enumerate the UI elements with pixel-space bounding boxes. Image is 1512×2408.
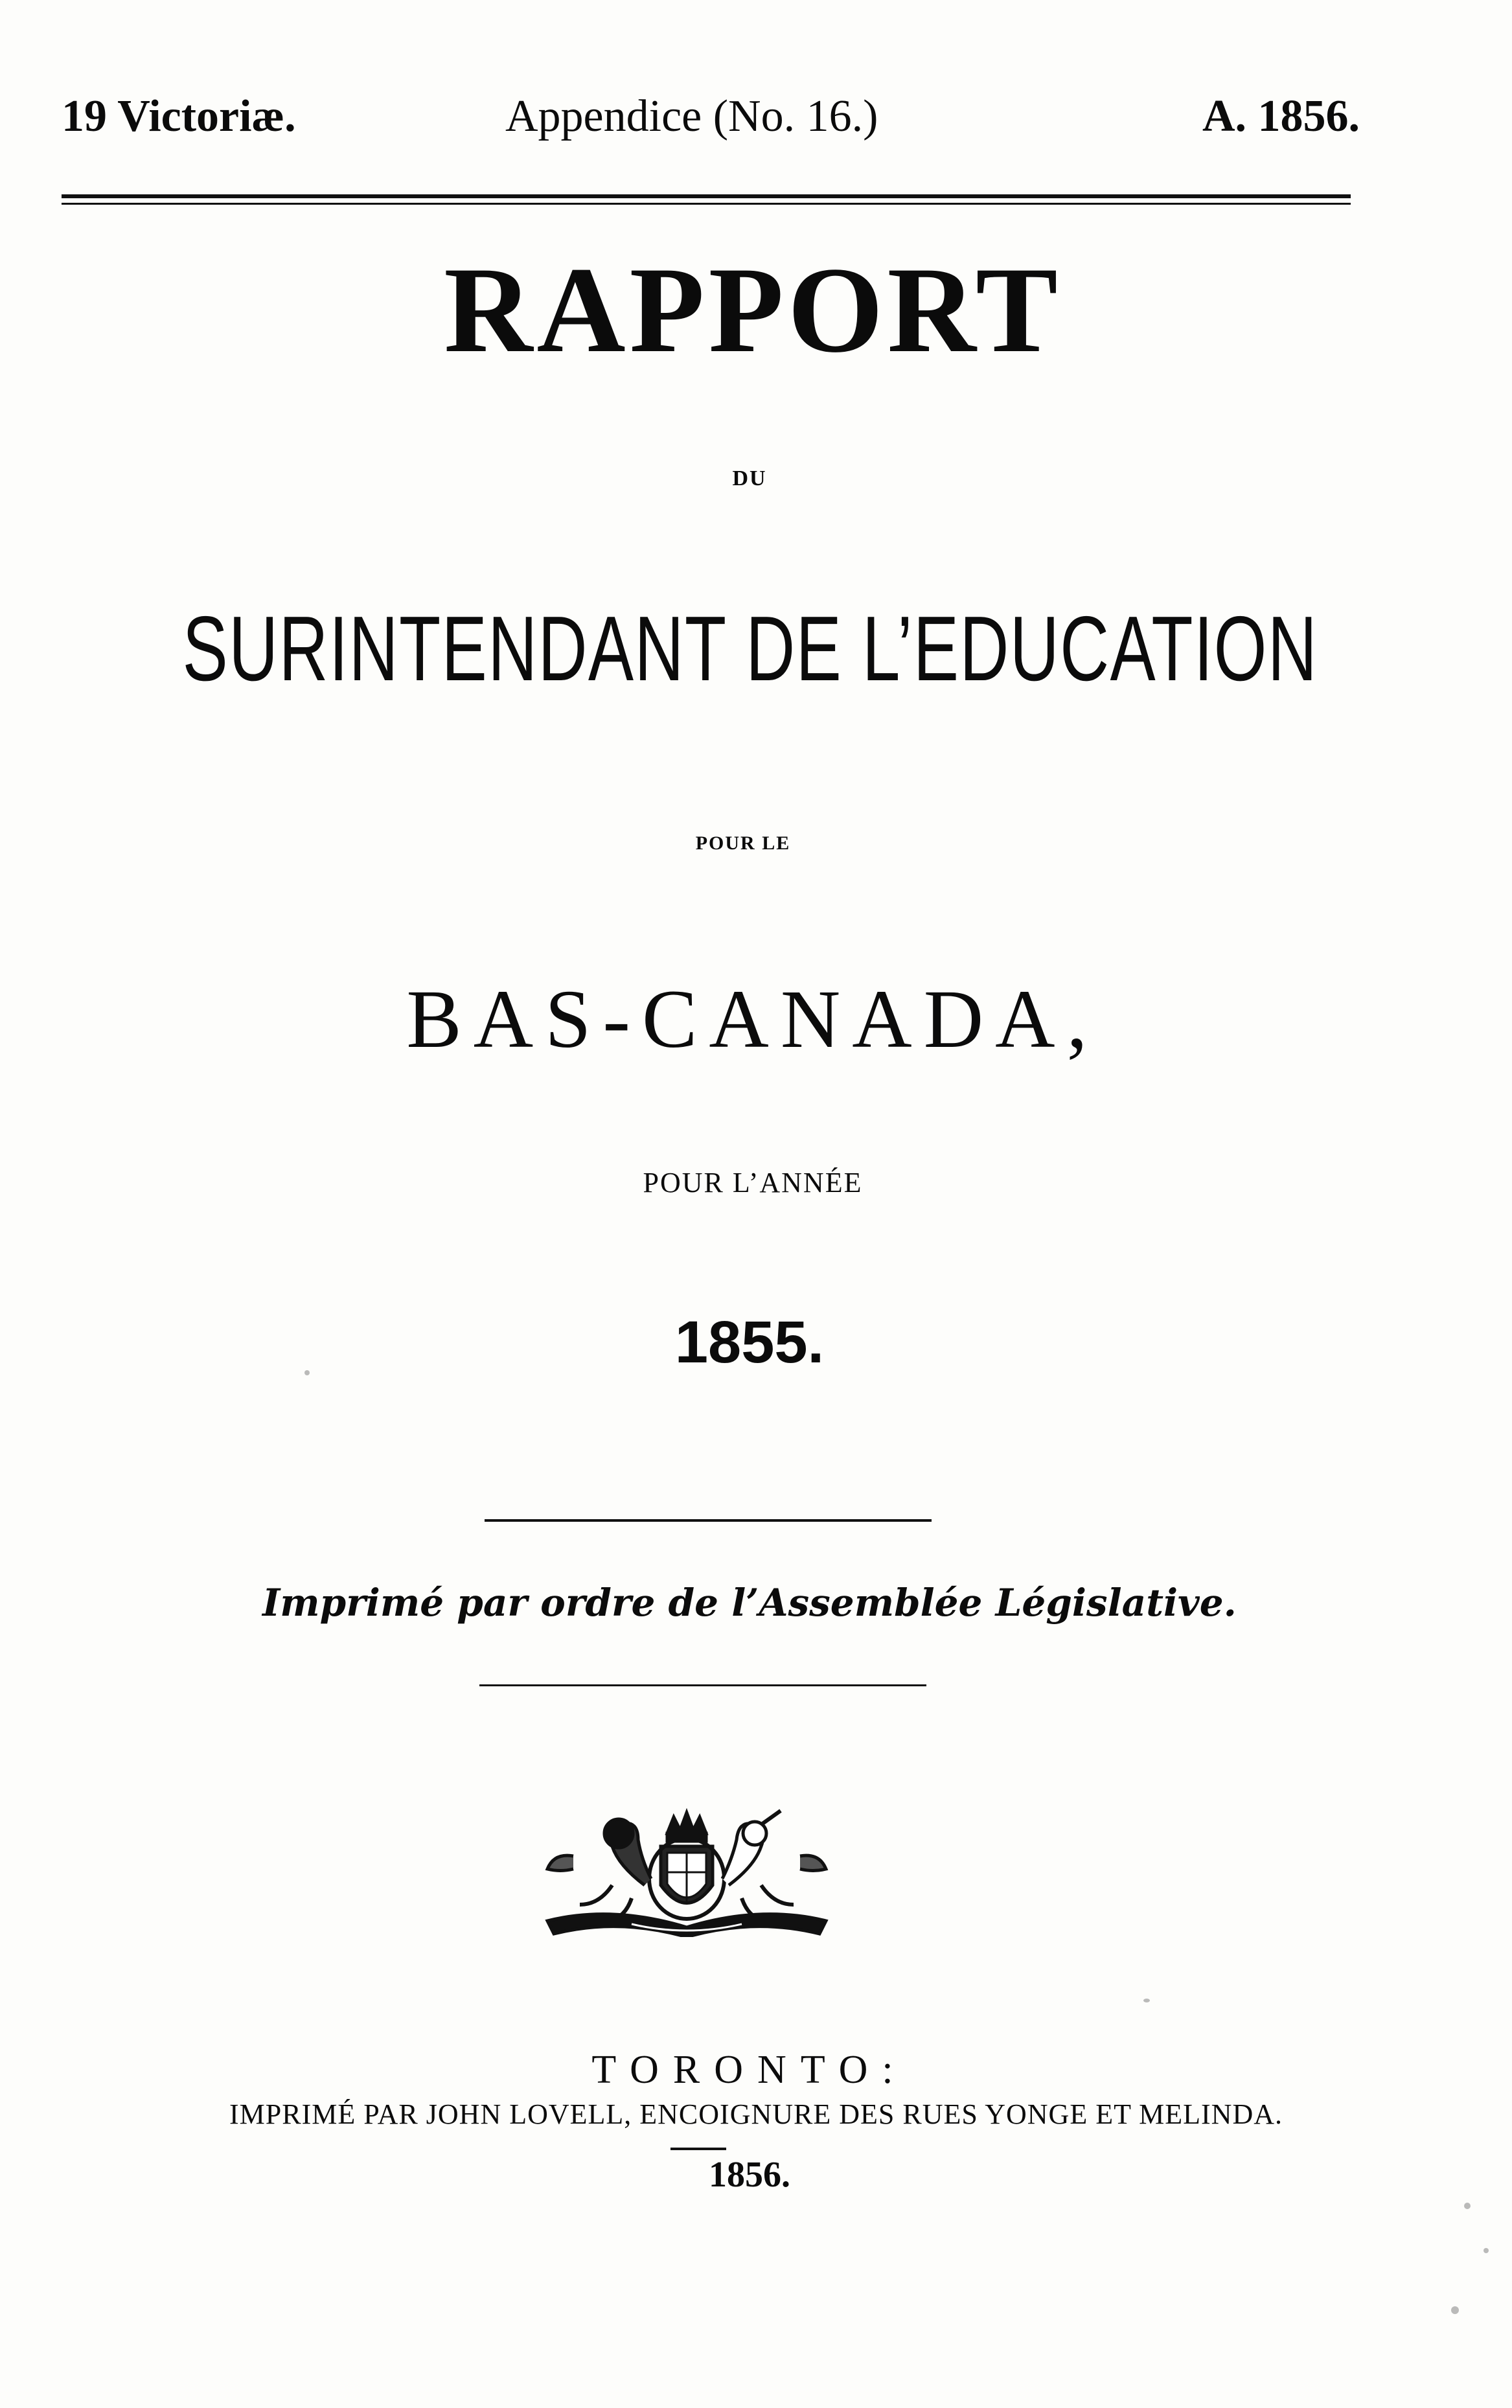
title-pour-annee: POUR L’ANNÉE xyxy=(643,1167,863,1198)
title-region: BAS-CANADA, xyxy=(406,973,1099,1065)
scan-speck xyxy=(304,1370,310,1375)
divider-rule-bottom xyxy=(479,1684,926,1686)
header-session: 19 Victoriæ. xyxy=(62,91,296,141)
document-title: RAPPORT xyxy=(444,242,1062,378)
header-double-rule xyxy=(62,194,1351,205)
scan-speck xyxy=(1143,1999,1150,2002)
scan-speck xyxy=(1464,2203,1471,2209)
imprint-short-rule xyxy=(670,2148,726,2150)
title-connector-pour-le: POUR LE xyxy=(695,832,791,854)
header-appendix: Appendice (No. 16.) xyxy=(505,91,878,141)
scan-speck xyxy=(1483,2248,1489,2253)
imprint-printer: IMPRIMÉ PAR JOHN LOVELL, ENCOIGNURE DES RUES YONGE ET MELINDA. xyxy=(229,2098,1283,2130)
imprint-city: TORONTO: xyxy=(591,2048,908,2092)
running-header xyxy=(62,91,1360,162)
title-connector-du: DU xyxy=(732,466,767,490)
title-year: 1855. xyxy=(674,1309,825,1375)
header-year: A. 1856. xyxy=(1202,91,1360,141)
imprint-year: 1856. xyxy=(709,2155,790,2195)
divider-rule-top xyxy=(485,1519,932,1522)
printing-order-line: Imprimé par ordre de l’Assemblée Législative. xyxy=(262,1581,1237,1625)
scan-speck xyxy=(1451,2306,1459,2314)
title-subject: SURINTENDANT DE L’EDUCATION xyxy=(182,597,1318,700)
royal-coat-of-arms-icon xyxy=(534,1807,839,1937)
